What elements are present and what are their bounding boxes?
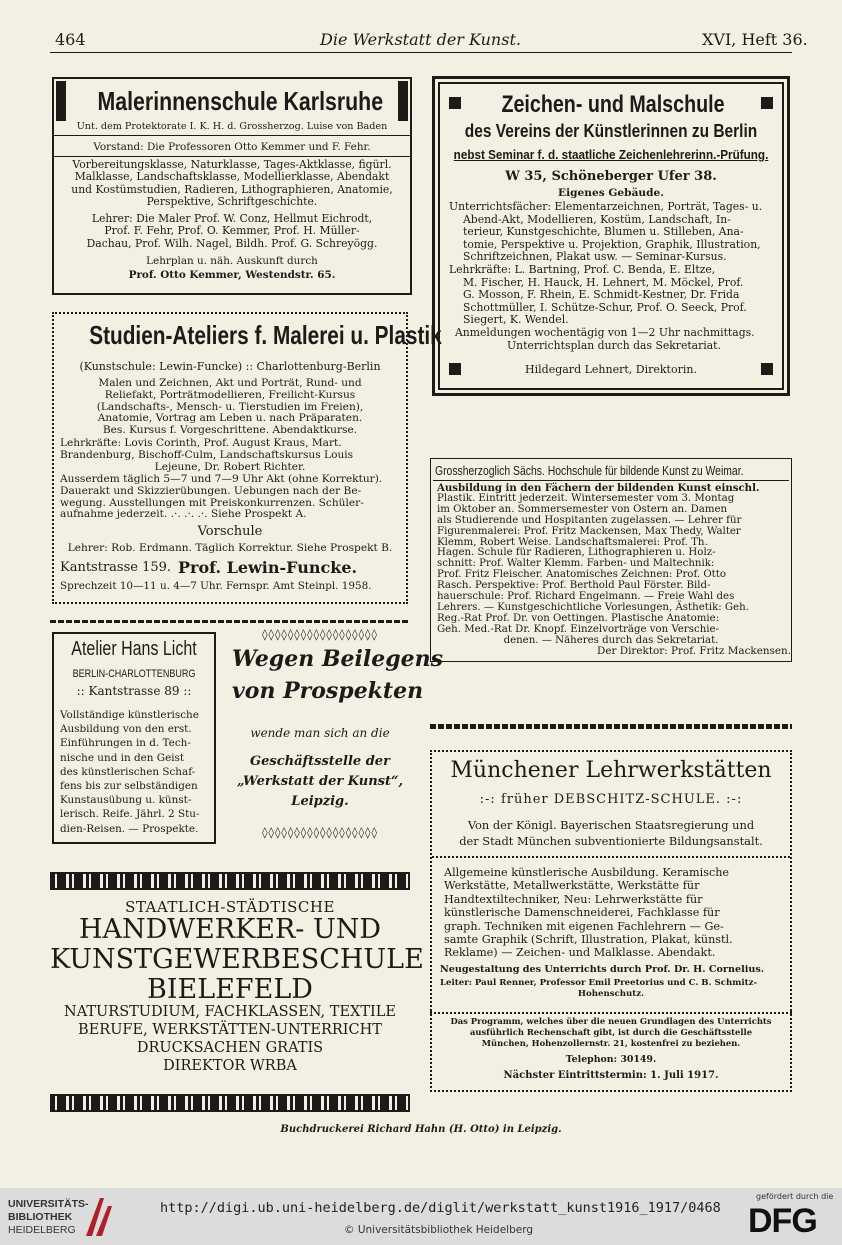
library-footer [0, 1188, 842, 1245]
ad-body-line: denen. — Näheres durch das Sekretariat. [503, 634, 719, 646]
ad-atelier-hans-licht [52, 632, 216, 844]
ad-l5: NATURSTUDIUM, FACHKLASSEN, TEXTILE [64, 1004, 396, 1020]
ad-prog-line: Das Programm, welches über die neuen Grundlagen des Unterrichts [450, 1016, 772, 1026]
ornament-row: ◊◊◊◊◊◊◊◊◊◊◊◊◊◊◊◊◊◊ [262, 628, 378, 641]
ad-signature: Der Direktor: Prof. Fritz Mackensen. [597, 645, 792, 657]
ad-body-line: Figurenmalerei: Prof. Fritz Mackensen, Max Thedy, Walter [437, 525, 741, 537]
ornament-band-bottom [50, 1094, 410, 1112]
ad-body-line: des künstlerischen Schaf- [60, 765, 196, 778]
ad-body2-line: Ausserdem täglich 5—7 und 7—9 Uhr Akt (ohne Korrektur). [60, 473, 383, 485]
ad-weimar [430, 458, 792, 662]
ad-l3: KUNSTGEWERBESCHULE [50, 944, 424, 975]
ad-title: Grossherzoglich Sächs. Hochschule für bildende Kunst zu Weimar. [435, 463, 744, 478]
ad-body-line: Ausbildung in den Fächern der bildenden Kunst einschl. [437, 482, 760, 494]
ad-body-line: Lehrkräfte: L. Bartning, Prof. C. Benda, E. Eltze, [449, 262, 716, 276]
ad-body-line: Schriftzeichnen, Plakat usw. — Seminar-Kursus. [463, 250, 727, 264]
ornament-band-top [50, 872, 410, 890]
ad-zeichenschule [432, 76, 790, 396]
ad-line2: des Vereins der Künstlerinnen zu Berlin [464, 121, 758, 141]
ad-title: Studien-Ateliers f. Malerei u. Plastik [89, 320, 442, 350]
ad-body-line: Perspektive, Schriftgeschichte. [146, 195, 318, 209]
ad-address: :: Kantstrasse 89 :: [76, 684, 192, 698]
ad-body-line: M. Fischer, H. Hauck, H. Lehnert, M. Möckel, Prof. [463, 275, 744, 289]
ad-body-line: Reg.-Rat Prof. Dr. von Oettingen. Plastische Anatomie: [437, 612, 720, 624]
ad-title: Atelier Hans Licht [71, 638, 197, 660]
ad-body-line: Bes. Kursus f. Vorgeschrittene. Abendaktkurse. [102, 424, 358, 437]
printer-line: Buchdruckerei Richard Hahn (H. Otto) in Leipzig. [280, 1124, 562, 1135]
ad-body-line: als Studierende und Hospitanten zugelassen. — Lehrer für [437, 514, 742, 526]
dfg-logo: DFG [748, 1202, 817, 1240]
ad-body-line: Anatomie, Vortrag am Leben u. nach Präparaten. [97, 412, 363, 425]
ad-eintrittstermin: Nächster Eintrittstermin: 1. Juli 1917. [503, 1070, 719, 1081]
ad-address: W 35, Schöneberger Ufer 38. [505, 169, 717, 184]
library-name-1: UNIVERSITÄTS- [8, 1198, 89, 1210]
ad-body-line: schnitt: Prof. Walter Klemm. Farben- und Maltechnik: [437, 558, 715, 570]
ad-leiter2: Hohenschutz. [577, 989, 645, 999]
dfg-caption: gefördert durch die [756, 1192, 834, 1201]
ad-l4: BIELEFELD [147, 974, 313, 1005]
ad-body-line: Unterrichtsfächer: Elementarzeichnen, Porträt, Tages- u. [449, 200, 763, 213]
ad-l4: Geschäftsstelle der [250, 754, 390, 769]
ad-body-line: Kunstausübung u. künst- [60, 794, 192, 807]
page-number: 464 [55, 30, 86, 49]
ad-prog-line: ausführlich Rechenschaft gibt, ist durch die Geschäftsstelle [469, 1027, 753, 1037]
ad-vorschule-lehrer: Lehrer: Rob. Erdmann. Täglich Korrektur. Siehe Prospekt B. [67, 542, 393, 554]
ad-l8: DIREKTOR WRBA [163, 1058, 297, 1074]
ad-body-line: nische und in den Geist [60, 751, 185, 764]
ad-lehrer-line: Prof. F. Fehr, Prof. O. Kemmer, Prof. H. Müller- [104, 224, 360, 238]
ad-body-line: und Kostümstudien, Radieren, Lithographieren, Anatomie, [71, 182, 393, 196]
ad-body-line: Abend-Akt, Modellieren, Kostüm, Landschaft, In- [463, 212, 731, 226]
ad-signature: Hildegard Lehnert, Direktorin. [525, 363, 697, 376]
ad-l2: der Stadt München subventionierte Bildungsanstalt. [459, 834, 763, 848]
ad-professor: Prof. Lewin-Funcke. [178, 558, 358, 577]
ad-body-line: Vollständige künstlerische [60, 709, 199, 721]
ad-l6: Leipzig. [291, 794, 349, 809]
library-name-3: HEIDELBERG [8, 1224, 76, 1236]
ad-lehrer-line: Lehrer: Die Maler Prof. W. Conz, Hellmut Eichrodt, [91, 212, 373, 225]
ad-address: Kantstrasse 159. [60, 560, 172, 575]
separator-rule [430, 724, 792, 729]
ad-body-line: (Landschafts-, Mensch- u. Tierstudien im Freien), [96, 400, 364, 413]
ad-body-line: Lehrers. — Kunstgeschichtliche Vorlesungen, Ästhetik: Geh. [437, 601, 749, 613]
ad-body-line: hauerschule: Prof. Richard Engelmann. — Freie Wahl des [437, 591, 735, 603]
ad-body2-line: wegung. Ausstellungen mit Preiskonkurrenzen. Schüler- [60, 496, 364, 509]
ad-body-line: Werkstätte, Metallwerkstätte, Werkstätte für [444, 879, 700, 893]
ad-subtitle: (Kunstschule: Lewin-Funcke) :: Charlottenburg-Berlin [79, 360, 381, 373]
ad-body-line: Ausbildung von den erst. [60, 723, 192, 736]
ad-body-line: Geh. Med.-Rat Dr. Knopf. Einzelvorträge von Verschie- [437, 623, 720, 635]
ad-muenchener-lower-frame [430, 1010, 792, 1092]
ad-lehr-line: Brandenburg, Bischoff-Culm, Landschaftskursus Louis [60, 448, 354, 461]
ad-body-line: Einführungen in d. Tech- [60, 737, 191, 750]
ad-vorschule: Vorschule [197, 524, 263, 539]
ad-lehrer-line: Dachau, Prof. Wilh. Nagel, Bildh. Prof. G. Schreyögg. [86, 236, 378, 250]
ad-l3: wende man sich an die [250, 726, 390, 740]
library-name-2: BIBLIOTHEK [8, 1211, 73, 1223]
ad-body-line: Anmeldungen wochentägig von 1—2 Uhr nachmittags. [455, 325, 755, 339]
ad-body-line: Reklame) — Zeichen- und Malklasse. Abendakt. [444, 946, 716, 960]
ad-contact: Prof. Otto Kemmer, Westendstr. 65. [128, 269, 336, 281]
ad-body-line: Handtextiltechniker, Neu: Lehrwerkstätte für [444, 892, 703, 906]
ad-body-line: Hagen. Schule für Radieren, Lithographieren u. Holz- [437, 547, 716, 559]
ad-body-line: Rasch. Perspektive: Prof. Berthold Paul Förster. Bild- [437, 580, 711, 592]
ad-body-line: Malklasse, Landschaftsklasse, Modellierklasse, Abendakt [74, 170, 390, 184]
ad-body-line: Siegert, K. Wendel. [463, 313, 569, 327]
ad-title: Münchener Lehrwerkstätten [450, 758, 772, 783]
document-url-link[interactable]: http://digi.ub.uni-heidelberg.de/diglit/werkstatt_kunst1916_1917/0468 [160, 1200, 721, 1216]
ad-vorstand: Vorstand: Die Professoren Otto Kemmer und F. Fehr. [93, 141, 371, 153]
ad-l6: BERUFE, WERKSTÄTTEN-UNTERRICHT [78, 1022, 382, 1038]
ad-l7: DRUCKSACHEN GRATIS [136, 1040, 324, 1056]
journal-title: Die Werkstatt der Kunst. [320, 30, 521, 49]
ad-body-line: samte Graphik (Schrift, Illustration, Plakat, künstl. [444, 933, 733, 947]
ad-l5: „Werkstatt der Kunst“, [237, 774, 403, 789]
ad-lehrplan: Lehrplan u. näh. Auskunft durch [146, 255, 318, 267]
ornament-row: ◊◊◊◊◊◊◊◊◊◊◊◊◊◊◊◊◊◊ [262, 826, 378, 839]
ad-body-line: im Oktober an. Sommersemester von Ostern an. Damen [437, 503, 728, 515]
ad-body-line: Vorbereitungsklasse, Naturklasse, Tages-Aktklasse, figürl. [72, 158, 392, 171]
ad-body-line: tomie, Perspektive u. Projektion, Graphik, Illustration, [463, 237, 761, 251]
ad-body2-line: Dauerakt und Skizzierübungen. Uebungen nach der Be- [60, 484, 362, 497]
ad-body-line: graph. Techniken mit eigenen Fachlehrern — Ge- [444, 919, 724, 933]
ad-muenchener-lehrwerkstaetten [430, 750, 792, 1014]
ad-body-line: fens bis zur selbständigen [60, 780, 198, 793]
ad-l1: STAATLICH-STÄDTISCHE [125, 898, 335, 916]
ad-body-line: Reliefakt, Porträtmodellieren, Freilicht-Kursus [104, 388, 356, 401]
ad-body-line: lerisch. Reife. Jährl. 2 Stu- [60, 808, 200, 821]
issue-label: XVI, Heft 36. [702, 30, 808, 49]
ad-city: BERLIN-CHARLOTTENBURG [72, 668, 196, 680]
ad-title: Malerinnenschule Karlsruhe [97, 86, 384, 116]
ad-title: Zeichen- und Malschule [501, 91, 725, 118]
ad-body-line: terieur, Kunstgeschichte, Blumen u. Stilleben, Ana- [463, 225, 744, 239]
ad-telephone: Telephon: 30149. [565, 1054, 657, 1065]
ad-sprechzeit: Sprechzeit 10—11 u. 4—7 Uhr. Fernspr. Amt Steinpl. 1958. [60, 580, 372, 592]
ad-beilegen [232, 628, 444, 848]
ad-l2: von Prospekten [232, 678, 424, 704]
ad-lehr-line: Lehrkräfte: Lovis Corinth, Prof. August Kraus, Mart. [60, 437, 342, 449]
ad-body-line: Malen und Zeichnen, Akt und Porträt, Rund- und [98, 377, 362, 389]
ad-body-line: Prof. Fritz Fleischer. Anatomisches Zeichnen: Prof. Otto [437, 569, 726, 581]
ad-eigen: Eigenes Gebäude. [558, 187, 664, 199]
separator-rule [50, 620, 410, 623]
ad-body2-line: aufnahme jederzeit. .·. .·. .·. Siehe Prospekt A. [60, 508, 307, 521]
header-rule [50, 52, 792, 53]
ad-prog-line: München, Hohenzollernstr. 21, kostenfrei zu beziehen. [481, 1038, 741, 1048]
ad-subtitle: Unt. dem Protektorate I. K. H. d. Grossherzog. Luise von Baden [76, 121, 388, 132]
ad-l2: HANDWERKER- UND [78, 914, 382, 945]
ad-lehr-line: Lejeune, Dr. Robert Richter. [154, 460, 306, 473]
ad-body-line: Klemm, Robert Weise. Landschaftsmalerei: Prof. Th. [437, 536, 708, 548]
ad-malerinnenschule [52, 77, 412, 295]
ad-leiter: Leiter: Paul Renner, Professor Emil Preetorius und C. B. Schmitz- [440, 978, 758, 988]
ad-bielefeld [50, 896, 424, 1005]
ad-studien-ateliers [52, 312, 442, 604]
ad-body-line: künstlerische Damenschneiderei, Fachklasse für [444, 906, 720, 920]
ad-neugestaltung: Neugestaltung des Unterrichts durch Prof. Dr. H. Cornelius. [440, 964, 765, 975]
ad-body-line: Schottmüller, I. Schütze-Schur, Prof. O. Seeck, Prof. [463, 300, 747, 314]
ad-body-line: Allgemeine künstlerische Ausbildung. Keramische [444, 866, 730, 879]
ad-body-line: G. Mosson, F. Rhein, E. Schmidt-Kestner, Dr. Frida [463, 288, 740, 302]
ad-body-line: Unterrichtsplan durch das Sekretariat. [507, 338, 721, 352]
ad-l1: Von der Königl. Bayerischen Staatsregierung und [467, 818, 755, 832]
ad-subtitle: :-: früher DEBSCHITZ-SCHULE. :-: [479, 792, 743, 807]
copyright-text: © Universitätsbibliothek Heidelberg [344, 1224, 534, 1236]
ad-l1: Wegen Beilegens [232, 646, 444, 672]
ad-line3: nebst Seminar f. d. staatliche Zeichenlehrerinn.-Prüfung. [453, 147, 769, 162]
ad-body-line: dien-Reisen. — Prospekte. [60, 822, 199, 835]
ad-body-line: Plastik. Eintritt jederzeit. Wintersemester vom 3. Montag [437, 492, 735, 504]
